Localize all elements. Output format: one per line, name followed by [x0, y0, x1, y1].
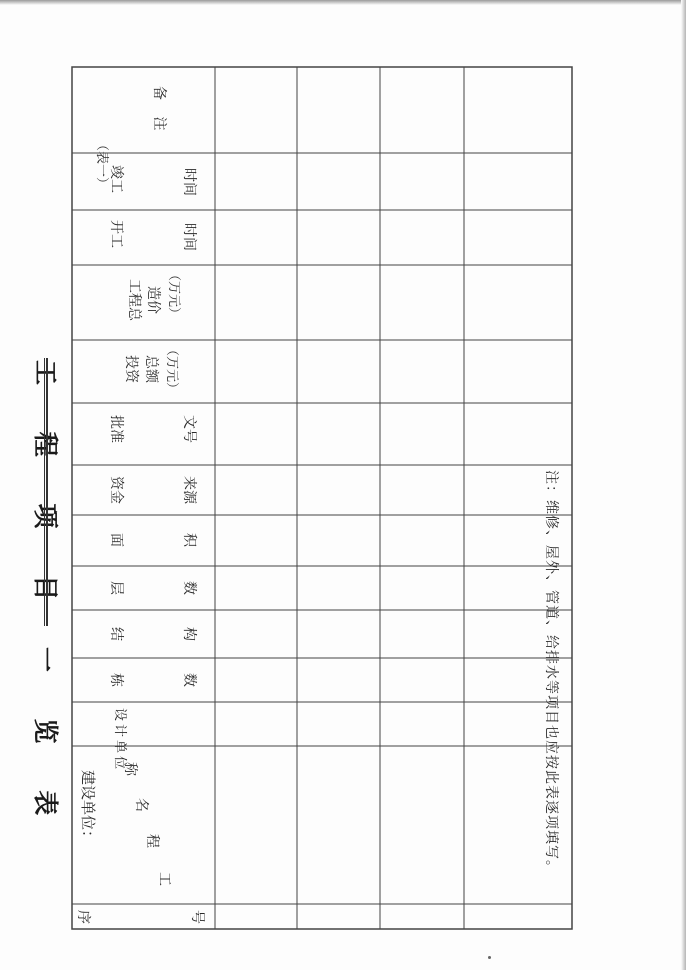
col-structure-bottom: 构 [181, 627, 197, 641]
col-name-4: 称 [122, 762, 138, 776]
col-funds-top: 资金 [108, 476, 124, 504]
col-name-2: 程 [144, 834, 160, 848]
col-cost-1: 工程总 [126, 279, 142, 321]
construction-unit-label: 建设单位： [79, 770, 97, 846]
col-finish-top: 竣工 [108, 165, 124, 193]
col-cost-2: 造价 [145, 286, 161, 314]
col-area-bottom: 积 [181, 533, 197, 547]
col-approval-top: 批准 [108, 415, 124, 443]
col-area-top: 面 [108, 533, 124, 547]
scan-speck [488, 956, 491, 959]
col-floors-top: 层 [108, 581, 124, 595]
col-finish-bottom: 时间 [181, 168, 197, 196]
col-buildings-top: 栋 [108, 673, 124, 687]
col-start-bottom: 时间 [181, 223, 197, 251]
col-invest-2: 总额 [143, 355, 159, 383]
col-designer: 设计单位 [112, 708, 127, 773]
col-structure-top: 结 [108, 627, 124, 641]
col-buildings-bottom: 数 [181, 673, 197, 687]
col-seq-bottom: 号 [189, 910, 205, 924]
col-name-1: 工 [156, 872, 172, 886]
col-floors-bottom: 数 [181, 581, 197, 595]
col-seq-top: 序 [75, 910, 91, 924]
col-approval-bottom: 文号 [181, 415, 197, 443]
col-invest-1: 投资 [123, 355, 139, 383]
col-start-top: 开工 [108, 220, 124, 248]
col-cost-3: （万元） [166, 268, 181, 321]
col-invest-3: （万元） [164, 343, 179, 396]
table-number: （表一） [94, 138, 109, 191]
col-remarks: 备 注 [151, 86, 167, 137]
footnote: 注：维修、屋外、管道、给排水等项目也应按此表逐项填写。 [543, 470, 559, 875]
col-name-3: 名 [133, 798, 149, 812]
page-title: 工 程 项 目 一 览 表 [31, 360, 60, 835]
col-funds-bottom: 来源 [181, 476, 197, 504]
